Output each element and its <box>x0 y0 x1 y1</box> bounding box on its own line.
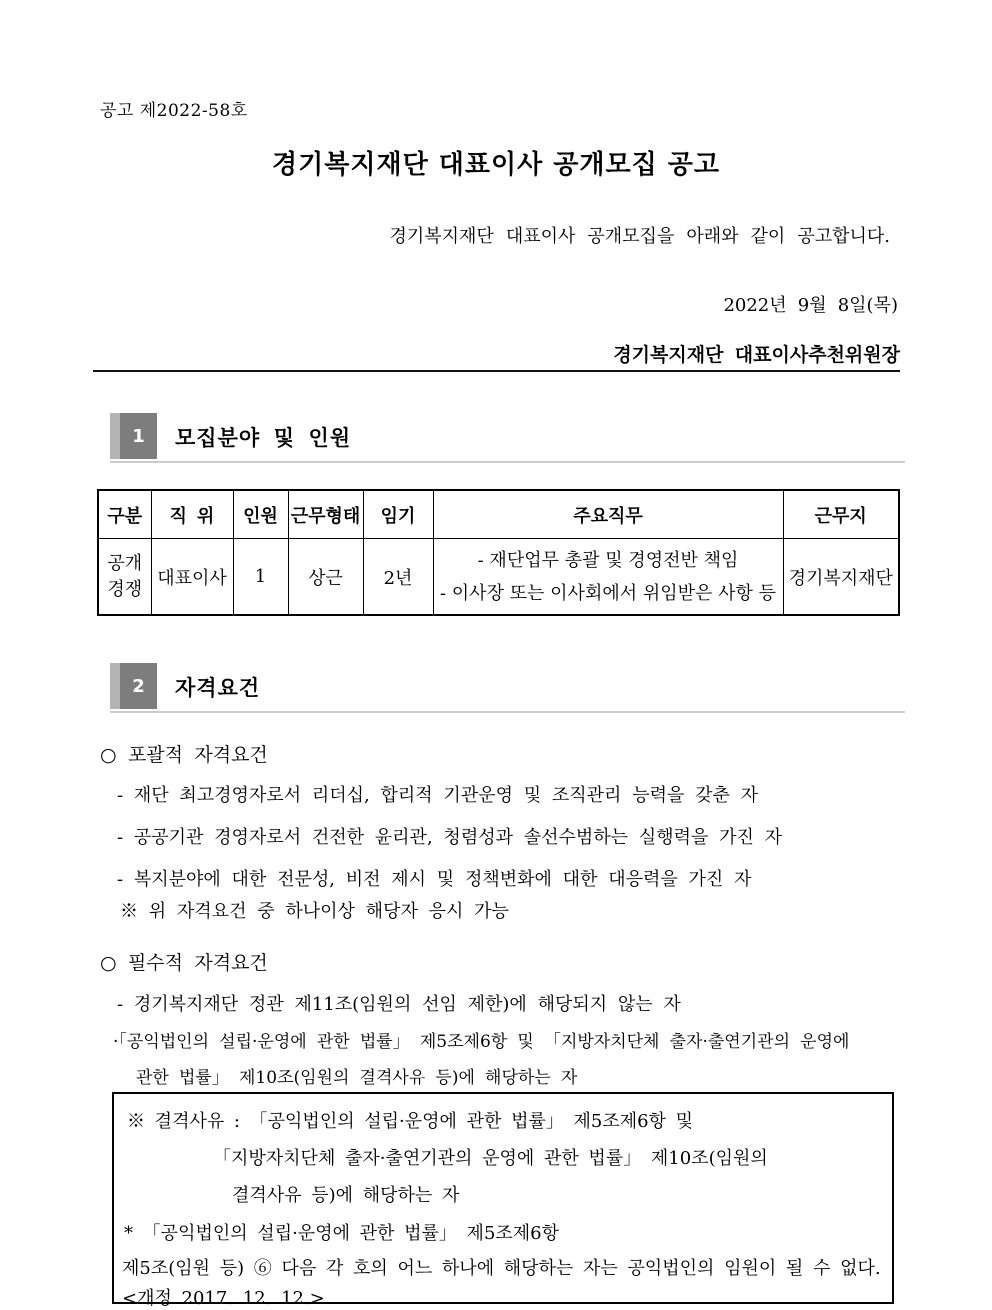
section-number-box: 2 <box>120 663 157 709</box>
table-cell-duties <box>433 539 783 616</box>
table-cell-category <box>98 539 151 616</box>
duty-line: - 이사장 또는 이사회에서 위임받은 사항 등 <box>439 582 776 604</box>
duty-line: - 재단업무 총괄 및 경영전반 책임 <box>477 549 739 571</box>
note-line: 「지방자치단체 출자·출연기관의 운영에 관한 법률」 제10조(임원의 <box>213 1148 768 1169</box>
section-number-box: 1 <box>120 413 157 459</box>
note-line: <개정 2017. 12. 12.> <box>122 1288 325 1309</box>
qualification-item: - 경기복지재단 정관 제11조(임원의 선임 제한)에 해당되지 않는 자 <box>117 994 681 1015</box>
table-cell-term: 2년 <box>363 539 433 616</box>
note-line: 제5조(임원 등) ⑥ 다음 각 호의 어느 하나에 해당하는 자는 공익법인의 임원이 될 수 없다. <box>122 1258 881 1279</box>
table-header-cell: 직 위 <box>151 490 233 539</box>
recruitment-table <box>97 489 900 616</box>
table-header-cell: 근무지 <box>783 490 899 539</box>
section-title: 모집분야 및 인원 <box>175 426 352 450</box>
qualification-item: - 복지분야에 대한 전문성, 비전 제시 및 정책변화에 대한 대응력을 가진 자 <box>117 869 752 890</box>
table-header-row <box>98 490 899 539</box>
table-cell-worktype: 상근 <box>288 539 363 616</box>
note-line: ※ 결격사유 : 「공익법인의 설립·운영에 관한 법률」 제5조제6항 및 <box>127 1111 694 1132</box>
general-qualification-heading: ○ 포괄적 자격요건 <box>100 744 268 766</box>
qualification-subitem: 관한 법률」 제10조(임원의 결격사유 등)에 해당하는 자 <box>136 1068 578 1088</box>
header-rule <box>93 370 900 372</box>
table-cell-location: 경기복지재단 <box>783 539 899 616</box>
section-title: 자격요건 <box>175 676 261 700</box>
required-qualification-heading: ○ 필수적 자격요건 <box>100 952 268 974</box>
section-number-strip <box>110 663 120 709</box>
table-header-cell: 인원 <box>233 490 288 539</box>
page-title: 경기복지재단 대표이사 공개모집 공고 <box>271 150 720 180</box>
qualification-note: ※ 위 자격요건 중 하나이상 해당자 응시 가능 <box>120 901 509 922</box>
category-line: 공개 <box>107 552 143 574</box>
table-header-cell: 임기 <box>363 490 433 539</box>
section-number-strip <box>110 413 120 459</box>
table-cell-count: 1 <box>233 539 288 616</box>
table-cell-position: 대표이사 <box>151 539 233 616</box>
note-line: 결격사유 등)에 해당하는 자 <box>232 1185 460 1206</box>
table-header-cell: 구분 <box>98 490 151 539</box>
note-line: * 「공익법인의 설립·운영에 관한 법률」 제5조제6항 <box>124 1223 560 1244</box>
category-line: 경쟁 <box>107 578 143 600</box>
table-row <box>98 539 899 616</box>
table-header-cell: 주요직무 <box>433 490 783 539</box>
qualification-subitem: ·「공익법인의 설립·운영에 관한 법률」 제5조제6항 및 「지방자치단체 출자·출연기관의 운영에 <box>113 1032 850 1052</box>
signature-text: 경기복지재단 대표이사추천위원장 <box>613 344 900 366</box>
table-header-cell: 근무형태 <box>288 490 363 539</box>
doc-number: 공고 제2022-58호 <box>100 101 248 121</box>
qualification-item: - 공공기관 경영자로서 건전한 윤리관, 청렴성과 솔선수범하는 실행력을 가진 자 <box>117 827 783 848</box>
date-text: 2022년 9월 8일(목) <box>723 295 898 316</box>
section-1-header <box>110 413 905 463</box>
qualification-item: - 재단 최고경영자로서 리더십, 합리적 기관운영 및 조직관리 능력을 갖춘 자 <box>117 785 759 806</box>
section-2-header <box>110 663 905 713</box>
intro-text: 경기복지재단 대표이사 공개모집을 아래와 같이 공고합니다. <box>389 226 890 247</box>
